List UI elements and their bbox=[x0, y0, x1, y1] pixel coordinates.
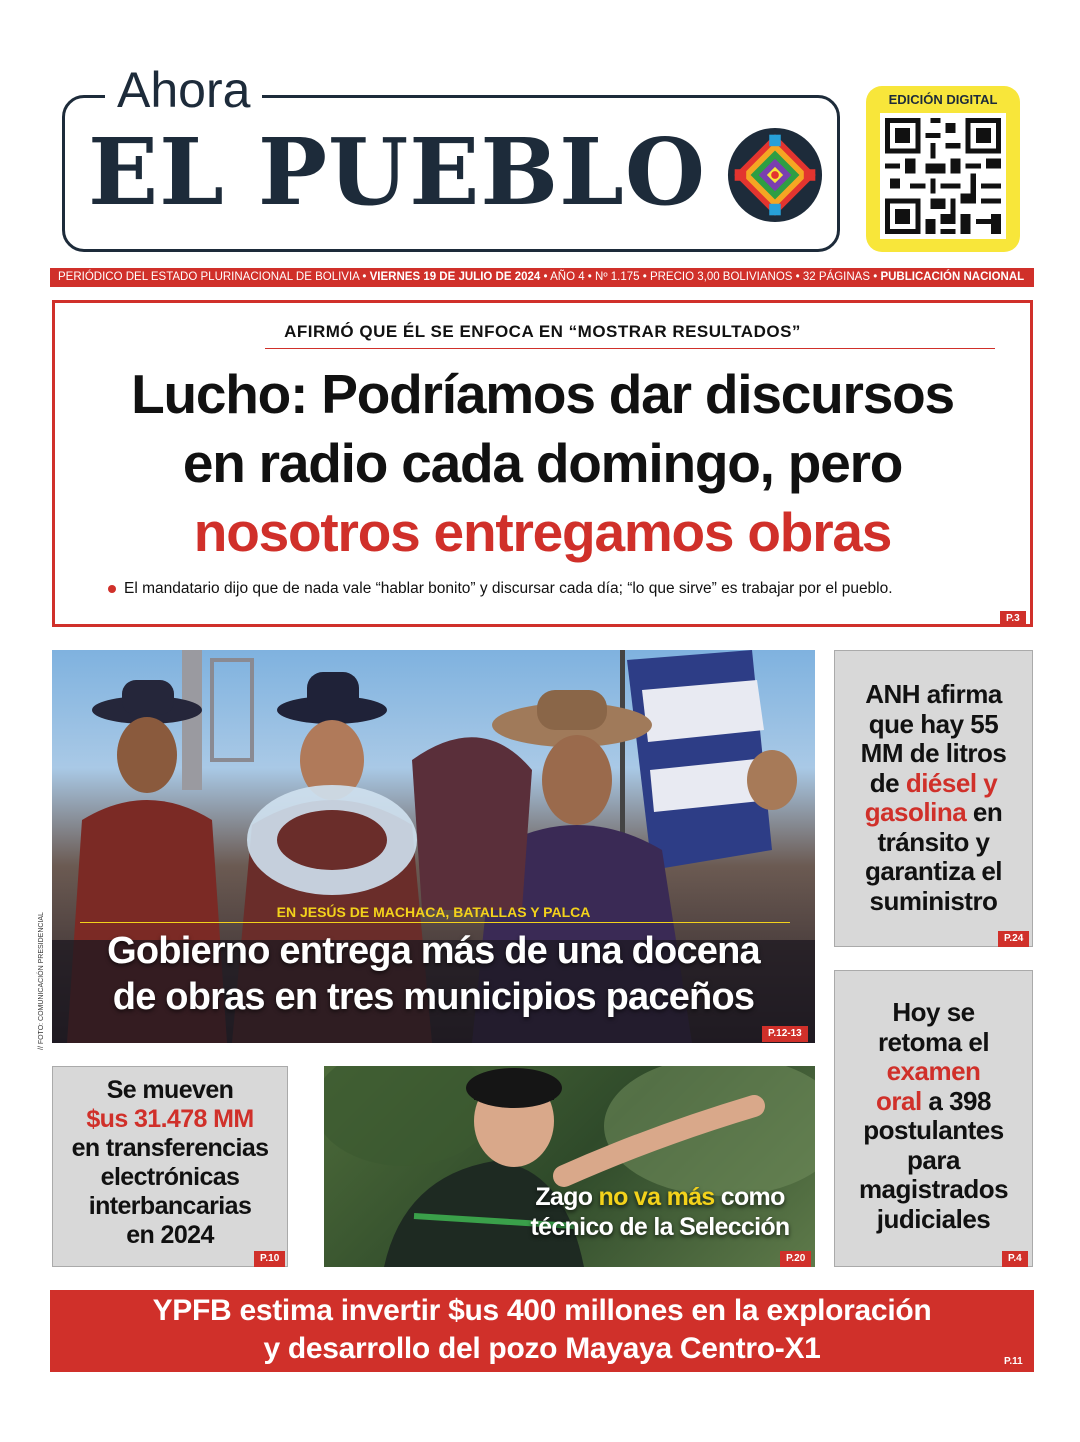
main-story-kicker: AFIRMÓ QUE ÉL SE ENFOCA EN “MOSTRAR RESULTADOS” bbox=[284, 322, 801, 341]
transfer-story-headline bbox=[52, 1076, 288, 1250]
transfer-highlight: $us 31.478 MM bbox=[86, 1105, 254, 1133]
info-anio: AÑO 4 bbox=[550, 271, 585, 283]
anh-line: MM de litros bbox=[860, 738, 1007, 768]
examen-line: retoma el bbox=[877, 1026, 990, 1057]
info-precio: PRECIO 3,00 BOLIVIANOS bbox=[649, 271, 793, 283]
transfer-line: Se mueven bbox=[106, 1076, 234, 1104]
examen-line: Hoy se bbox=[892, 997, 975, 1027]
ypfb-line-2: y desarrollo del pozo Mayaya Centro-X1 bbox=[263, 1332, 821, 1365]
zago-highlight: no va más bbox=[598, 1183, 715, 1211]
info-paginas: 32 PÁGINAS bbox=[802, 271, 871, 283]
examen-line: postulantes bbox=[863, 1115, 1004, 1145]
zago-line bbox=[500, 1182, 820, 1212]
photo-headline-line-2: de obras en tres municipios paceños bbox=[112, 976, 755, 1018]
andean-cross-emblem-icon bbox=[727, 127, 823, 223]
bullet-icon bbox=[108, 585, 116, 593]
photo-headline-line-1: Gobierno entrega más de una docena bbox=[107, 930, 760, 972]
masthead-ahora: Ahora bbox=[105, 60, 262, 120]
examen-highlight: oral bbox=[876, 1085, 922, 1116]
summary-text: El mandatario dijo que de nada vale “hablar bonito” y discursar cada día; “lo que sirve” es trabajar por el pueblo. bbox=[124, 580, 893, 597]
photo-story-kicker: EN JESÚS DE MACHACA, BATALLAS Y PALCA bbox=[276, 904, 591, 920]
photo-story-kicker-rule bbox=[80, 922, 790, 923]
anh-line: garantiza el bbox=[864, 856, 1003, 886]
info-publicacion: PUBLICACIÓN NACIONAL bbox=[880, 271, 1025, 283]
examen-line: magistrados bbox=[858, 1174, 1009, 1204]
anh-story-headline bbox=[834, 680, 1033, 916]
zago-story-headline bbox=[500, 1182, 820, 1242]
main-story-headline[interactable] bbox=[52, 360, 1033, 567]
anh-story-page: P.24 bbox=[998, 931, 1029, 947]
examen-line-text: a 398 bbox=[921, 1085, 991, 1116]
transfer-line: en 2024 bbox=[126, 1221, 214, 1249]
info-periodico: PERIÓDICO DEL ESTADO PLURINACIONAL DE BOLIVIA bbox=[58, 271, 360, 283]
anh-line-text: en bbox=[966, 797, 1003, 827]
anh-line: ANH afirma bbox=[865, 679, 1002, 709]
headline-line-1: Lucho: Podríamos dar discursos bbox=[131, 363, 954, 425]
anh-line bbox=[834, 798, 1033, 828]
anh-line: suministro bbox=[869, 885, 998, 916]
photo-credit: // FOTO: COMUNICACIÓN PRESIDENCIAL bbox=[38, 912, 45, 1050]
anh-line bbox=[834, 769, 1033, 799]
examen-story-page: P.4 bbox=[1002, 1251, 1028, 1267]
transfer-line: interbancarias bbox=[88, 1192, 252, 1220]
main-story-kicker-rule bbox=[265, 348, 995, 349]
anh-highlight: diésel y bbox=[905, 767, 998, 798]
transfer-story-page: P.10 bbox=[254, 1251, 285, 1267]
info-fecha: VIERNES 19 DE JULIO DE 2024 bbox=[369, 271, 541, 283]
anh-line: que hay 55 bbox=[868, 708, 999, 739]
main-story-summary bbox=[124, 580, 1024, 598]
examen-line: judiciales bbox=[876, 1203, 991, 1234]
headline-line-3: nosotros entregamos obras bbox=[193, 501, 892, 563]
photo-story-page: P.12-13 bbox=[762, 1026, 808, 1042]
photo-story-headline[interactable] bbox=[52, 928, 815, 1020]
headline-line-2: en radio cada domingo, pero bbox=[182, 432, 903, 494]
zago-line: técnico de la Selección bbox=[530, 1213, 790, 1241]
zago-line-text: como bbox=[714, 1183, 785, 1211]
examen-line: para bbox=[907, 1144, 960, 1175]
anh-line: tránsito y bbox=[877, 826, 990, 857]
zago-story-page: P.20 bbox=[780, 1251, 811, 1267]
zago-line-text: Zago bbox=[535, 1183, 599, 1211]
transfer-line: en transferencias bbox=[71, 1134, 269, 1162]
examen-story-headline bbox=[834, 998, 1033, 1234]
main-story-page: P.3 bbox=[1000, 611, 1026, 627]
masthead-title: EL PUEBLO bbox=[88, 118, 706, 226]
ypfb-story-headline bbox=[50, 1292, 1034, 1368]
anh-highlight: gasolina bbox=[864, 797, 967, 827]
digital-edition-label: EDICIÓN DIGITAL bbox=[888, 92, 998, 107]
transfer-line: electrónicas bbox=[100, 1163, 240, 1191]
info-numero: Nº 1.175 bbox=[595, 271, 640, 283]
anh-line-text: de bbox=[869, 767, 906, 798]
examen-line bbox=[834, 1087, 1033, 1117]
edition-info-bar: PERIÓDICO DEL ESTADO PLURINACIONAL DE BOLIVIA • VIERNES 19 DE JULIO DE 2024 • AÑO 4 • Nº 1.175 • PRECIO 3,00 BOLIVIANOS • 32 PÁGINAS • PUBLICACIÓN NACIONAL bbox=[50, 268, 1034, 287]
qr-code-icon[interactable] bbox=[880, 113, 1006, 239]
ypfb-story-page: P.11 bbox=[1004, 1356, 1023, 1367]
examen-highlight: examen bbox=[886, 1056, 981, 1086]
ypfb-line-1: YPFB estima invertir $us 400 millones en la exploración bbox=[152, 1294, 932, 1327]
